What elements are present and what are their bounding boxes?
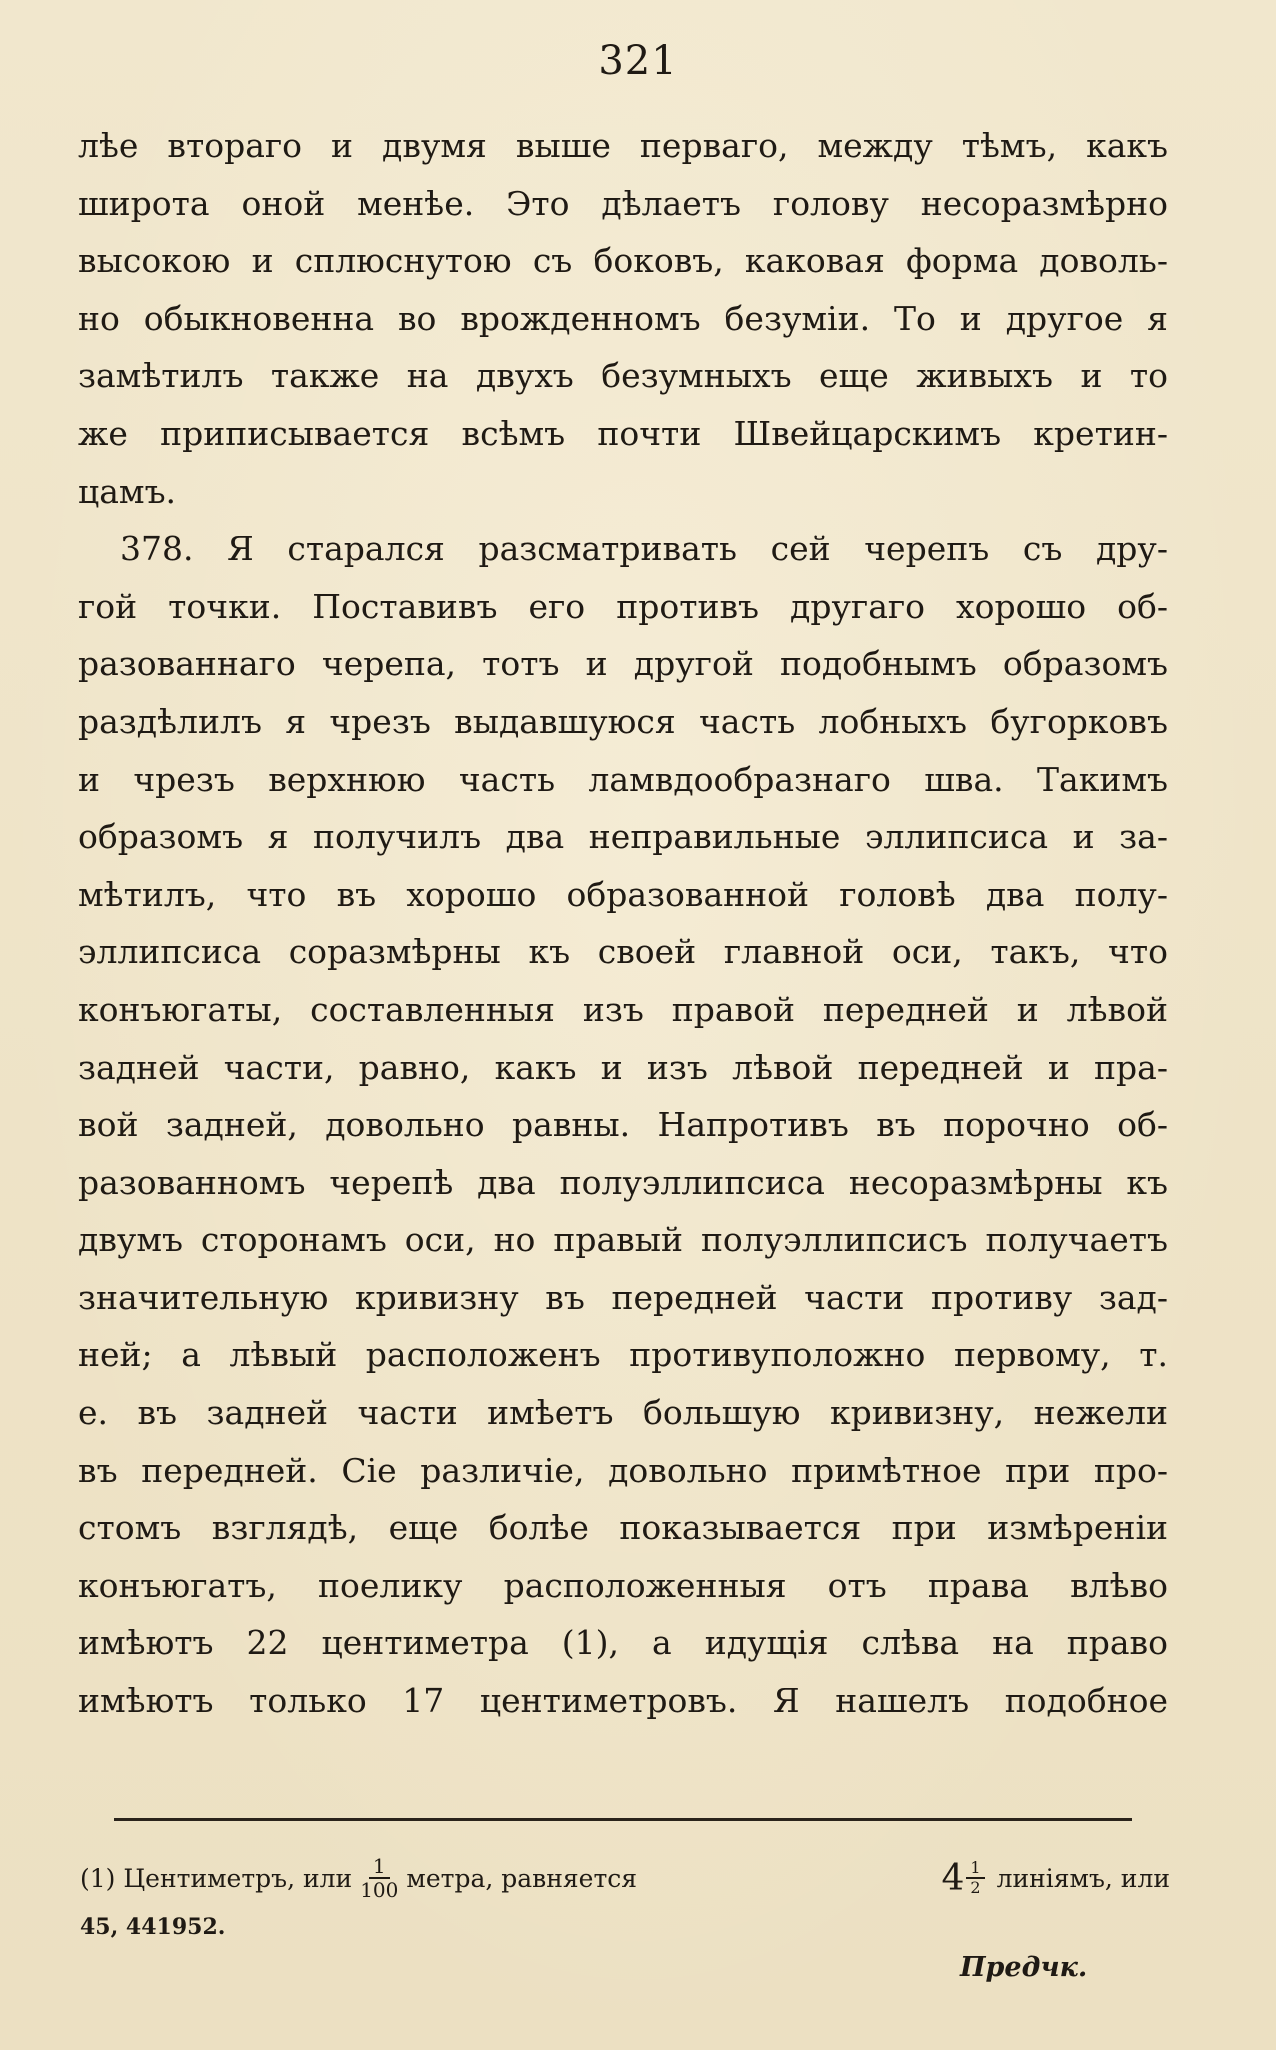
footnote-text: линіямъ, или	[996, 1863, 1170, 1893]
text-line: конъюгаты, составленныя изъ правой передней и лѣвой	[78, 989, 1168, 1029]
text-line: же приписывается всѣмъ почти Швейцарскимъ кретин-	[78, 413, 1168, 453]
footnote-line	[80, 1848, 1170, 1908]
text-line: образомъ я получилъ два неправильные эллипсиса и за-	[78, 817, 1168, 857]
text-line: стомъ взглядѣ, еще болѣе показывается при измѣреніи	[78, 1508, 1168, 1548]
fraction-numerator: 1	[966, 1860, 984, 1879]
text-line: ней; а лѣвый расположенъ противуположно первому, т.	[78, 1335, 1168, 1375]
footnote-line-2: 45, 441952.	[80, 1914, 226, 1940]
text-line: высокою и сплюснутою съ боковъ, каковая форма доволь-	[78, 241, 1168, 281]
text-line: широта оной менѣе. Это дѣлаетъ голову несоразмѣрно	[78, 183, 1168, 223]
text-line: раздѣлилъ я чрезъ выдавшуюся часть лобныхъ бугорковъ	[78, 701, 1168, 741]
text-line: и чрезъ верхнюю часть ламвдообразнаго шва. Такимъ	[78, 759, 1168, 799]
mixed-fraction	[966, 1860, 984, 1896]
footnote-text: метра, равняется	[406, 1863, 638, 1893]
body-text	[78, 117, 1168, 1730]
fraction-denominator: 100	[360, 1878, 399, 1902]
text-line: значительную кривизну въ передней части противу зад-	[78, 1277, 1168, 1317]
text-line: разованнаго черепа, тотъ и другой подобнымъ образомъ	[78, 644, 1168, 684]
footnote-rule	[114, 1818, 1132, 1821]
text-line: лѣе втораго и двумя выше перваго, между тѣмъ, какъ	[78, 126, 1168, 165]
text-line: замѣтилъ также на двухъ безумныхъ еще живыхъ и то	[78, 356, 1168, 396]
text-line: двумъ сторонамъ оси, но правый полуэллипсисъ получаетъ	[78, 1220, 1168, 1260]
text-line: въ передней. Сіе различіе, довольно примѣтное при про-	[78, 1450, 1168, 1490]
fraction-numerator: 1	[369, 1856, 390, 1879]
text-line: конъюгатъ, поелику расположенныя отъ права влѣво	[78, 1565, 1168, 1605]
text-line: вой задней, довольно равны. Напротивъ въ порочно об-	[78, 1105, 1168, 1145]
text-line: цамъ.	[78, 471, 177, 511]
text-line: имѣютъ только 17 центиметровъ. Я нашелъ подобное	[78, 1681, 1168, 1721]
fraction-denominator: 2	[970, 1878, 981, 1897]
text-line: гой точки. Поставивъ его противъ другаго хорошо об-	[78, 586, 1168, 626]
text-line: эллипсиса соразмѣрны къ своей главной оси, такъ, что	[78, 932, 1168, 972]
translator-signature: Пpeдчк.	[960, 1952, 1088, 1983]
mixed-whole: 4	[941, 1857, 965, 1899]
footnote	[80, 1848, 1170, 1940]
text-line: задней части, равно, какъ и изъ лѣвой передней и пра-	[78, 1047, 1168, 1087]
footnote-text: (1) Центиметръ, или	[80, 1863, 353, 1893]
paragraph-start-line: 378. Я старался разсматривать сей черепъ съ дру-	[120, 529, 1168, 569]
fraction-one-hundredth	[360, 1856, 398, 1900]
text-line: но обыкновенна во врожденномъ безуміи. То и другое я	[78, 298, 1168, 338]
text-line: е. въ задней части имѣетъ большую кривизну, нежели	[78, 1393, 1168, 1433]
text-line: имѣютъ 22 центиметра (1), а идущія слѣва на право	[78, 1623, 1168, 1663]
text-line: мѣтилъ, что въ хорошо образованной головѣ два полу-	[78, 874, 1168, 914]
text-line: разованномъ черепѣ два полуэллипсиса несоразмѣрны къ	[78, 1162, 1168, 1202]
page-number: 321	[598, 38, 678, 84]
mixed-number	[941, 1858, 990, 1899]
